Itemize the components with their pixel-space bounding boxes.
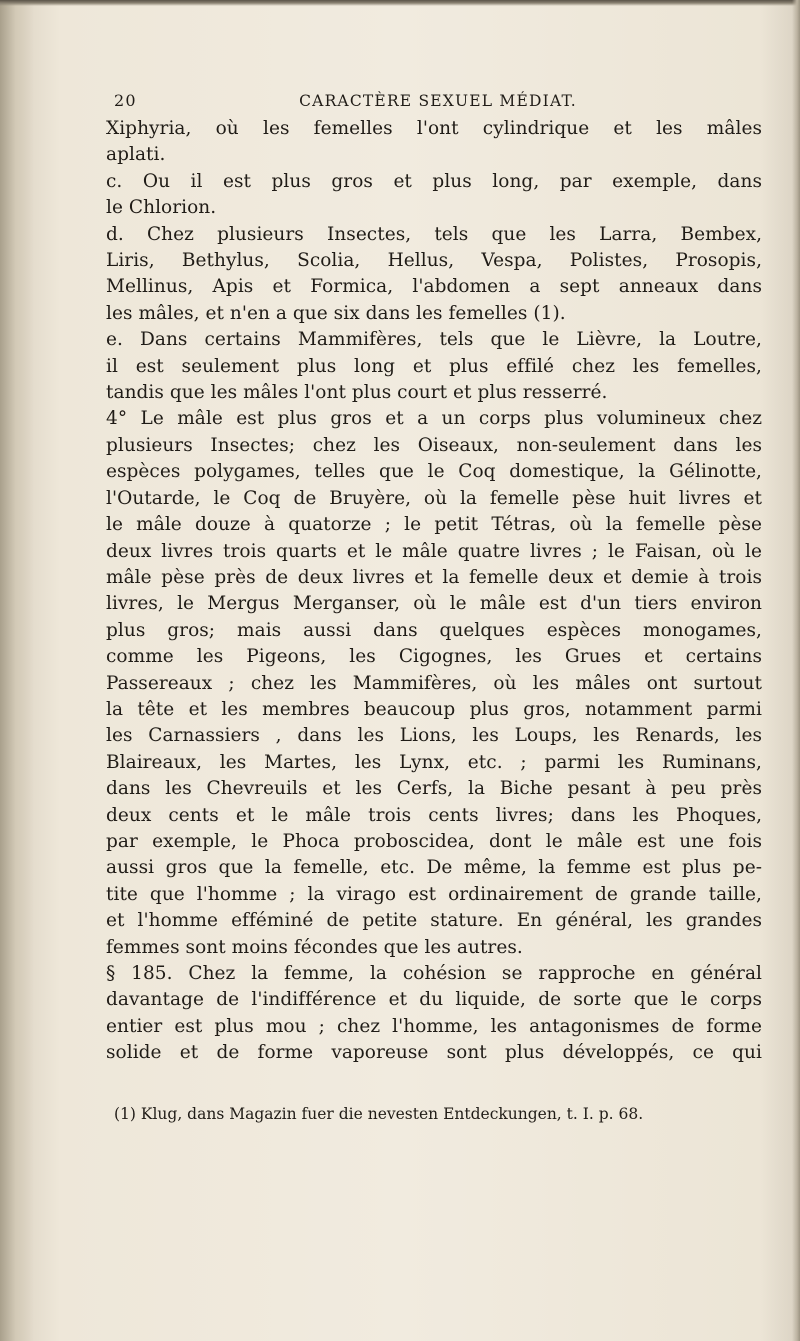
text-line: les Carnassiers , dans les Lions, les Loups, les Renards, les	[106, 725, 762, 747]
text-line: e. Dans certains Mammifères, tels que le Lièvre, la Loutre,	[106, 329, 762, 351]
text-line: plusieurs Insectes; chez les Oiseaux, non-seulement dans les	[106, 434, 762, 456]
text-line: l'Outarde, le Coq de Bruyère, où la femelle pèse huit livres et	[106, 487, 762, 509]
binding-shadow	[0, 0, 34, 1341]
text-line: aussi gros que la femelle, etc. De même, la femme est plus pe-	[106, 857, 762, 879]
text-line: Liris, Bethylus, Scolia, Hellus, Vespa, Polistes, Prosopis,	[106, 250, 762, 272]
text-line: c. Ou il est plus gros et plus long, par exemple, dans	[106, 170, 762, 192]
footnote: (1) Klug, dans Magazin fuer die nevesten Entdeckungen, t. I. p. 68.	[114, 1105, 644, 1123]
text-line: livres, le Mergus Merganser, où le mâle est d'un tiers environ	[106, 593, 762, 615]
right-edge	[792, 0, 800, 1341]
text-line: il est seulement plus long et plus effilé chez les femelles,	[106, 355, 762, 377]
text-line: le Chlorion.	[106, 197, 217, 219]
text-line: par exemple, le Phoca proboscidea, dont le mâle est une fois	[106, 830, 762, 852]
text-line: deux livres trois quarts et le mâle quatre livres ; le Faisan, où le	[106, 540, 762, 562]
text-line: entier est plus mou ; chez l'homme, les antagonismes de forme	[106, 1015, 762, 1037]
page-header	[106, 88, 762, 114]
text-line: femmes sont moins fécondes que les autres.	[106, 936, 523, 958]
text-line: deux cents et le mâle trois cents livres; dans les Phoques,	[106, 804, 762, 826]
page-number: 20	[114, 91, 137, 110]
text-line: Passereaux ; chez les Mammifères, où les mâles ont surtout	[106, 672, 762, 694]
text-line: les mâles, et n'en a que six dans les femelles (1).	[106, 302, 566, 324]
text-line: 4° Le mâle est plus gros et a un corps plus volumineux chez	[106, 408, 762, 430]
text-line: solide et de forme vaporeuse sont plus développés, ce qui	[106, 1042, 762, 1064]
text-line: aplati.	[106, 144, 166, 166]
text-line: comme les Pigeons, les Cigognes, les Grues et certains	[106, 646, 762, 668]
text-line: espèces polygames, telles que le Coq domestique, la Gélinotte,	[106, 461, 762, 483]
text-line: tandis que les mâles l'ont plus court et plus resserré.	[106, 382, 608, 404]
text-line: la tête et les membres beaucoup plus gros, notamment parmi	[106, 698, 762, 720]
text-line: § 185. Chez la femme, la cohésion se rapproche en général	[106, 963, 762, 984]
text-line: Mellinus, Apis et Formica, l'abdomen a sept anneaux dans	[106, 276, 762, 298]
text-line: davantage de l'indifférence et du liquide, de sorte que le corps	[106, 989, 762, 1011]
text-line: Blaireaux, les Martes, les Lynx, etc. ; parmi les Ruminans,	[106, 751, 762, 773]
text-line: plus gros; mais aussi dans quelques espèces monogames,	[106, 619, 762, 641]
text-line: le mâle douze à quatorze ; le petit Tétras, où la femelle pèse	[106, 514, 762, 536]
text-line: Xiphyria, où les femelles l'ont cylindrique et les mâles	[106, 118, 762, 139]
text-line: et l'homme efféminé de petite stature. En général, les grandes	[106, 910, 762, 932]
page-text	[106, 88, 762, 1067]
text-line: dans les Chevreuils et les Cerfs, la Biche pesant à peu près	[106, 778, 762, 800]
running-head: CARACTÈRE SEXUEL MÉDIAT.	[299, 92, 577, 110]
text-line: tite que l'homme ; la virago est ordinairement de grande taille,	[106, 883, 762, 905]
text-line: d. Chez plusieurs Insectes, tels que les Larra, Bembex,	[106, 223, 762, 245]
text-line: mâle pèse près de deux livres et la femelle deux et demie à trois	[106, 566, 762, 588]
top-edge	[0, 0, 800, 6]
